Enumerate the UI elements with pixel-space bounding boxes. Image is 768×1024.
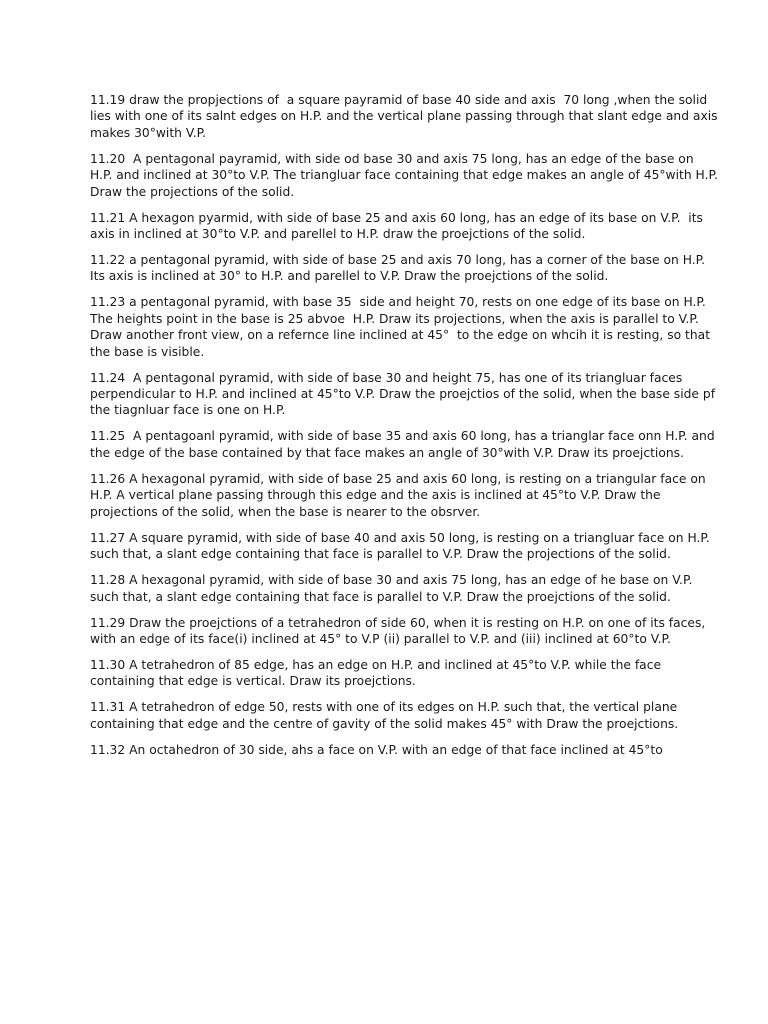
exercise-11-22: 11.22 a pentagonal pyramid, with side of base 25 and axis 70 long, has a corner of the base on H.P. Its axis is inclined at 30° to H.P. and parellel to V.P. Draw the proejctions of the solid.	[90, 253, 709, 284]
exercise-11-20: 11.20 A pentagonal payramid, with side od base 30 and axis 75 long, has an edge of the base on H.P. and inclined at 30°to V.P. The triangluar face containing that edge makes an angle of 45°with H.P. Draw the projections of the solid.	[90, 151, 722, 199]
exercise-11-21: 11.21 A hexagon pyarmid, with side of base 25 and axis 60 long, has an edge of its base on V.P. its axis in inclined at 30°to V.P. and parellel to H.P. draw the proejctions of the solid.	[90, 210, 707, 242]
exercise-11-19: 11.19 draw the propjections of a square payramid of base 40 side and axis 70 long ,when the solid lies with one of its salnt edges on H.P. and the vertical plane passing through that slant edge and axis makes 30°with V.P.	[90, 93, 722, 140]
exercise-11-27: 11.27 A square pyramid, with side of base 40 and axis 50 long, is resting on a triangluar face on H.P. such that, a slant edge containing that face is parallel to V.P. Draw the projections of the solid.	[90, 530, 714, 562]
exercise-11-24: 11.24 A pentagonal pyramid, with side of base 30 and height 75, has one of its triangluar faces perpendicular to H.P. and inclined at 45°to V.P. Draw the proejctios of the solid, when the base side pf the tiagnluar face is one on H.P.	[90, 370, 719, 418]
exercise-11-31: 11.31 A tetrahedron of edge 50, rests with one of its edges on H.P. such that, the vertical plane containing that edge and the centre of gavity of the solid makes 45° with Draw the proejctions.	[90, 700, 682, 731]
exercise-11-25: 11.25 A pentagoanl pyramid, with side of base 35 and axis 60 long, has a trianglar face onn H.P. and the edge of the base contained by that face makes an angle of 30°with V.P. Draw its proejctions.	[90, 429, 719, 460]
exercise-11-29: 11.29 Draw the proejctions of a tetrahedron of side 60, when it is resting on H.P. on one of its faces, with an edge of its face(i) inclined at 45° to V.P (ii) parallel to V.P. and (iii) inclined at 60°to V.P.	[90, 615, 710, 646]
exercise-11-26: 11.26 A hexagonal pyramid, with side of base 25 and axis 60 long, is resting on a triangular face on H.P. A vertical plane passing through this edge and the axis is inclined at 45°to V.P. Draw the projections of the solid, when the base is nearer to the obsrver.	[90, 471, 710, 519]
exercise-11-32: 11.32 An octahedron of 30 side, ahs a face on V.P. with an edge of that face inclined at 45°to	[90, 742, 663, 757]
exercise-11-23: 11.23 a pentagonal pyramid, with base 35 side and height 70, rests on one edge of its base on H.P. The heights point in the base is 25 abvoe H.P. Draw its projections, when the axis is parallel to V.P. Draw another front view, on a refernce line inclined at 45° to the edge on whcih it is resting, so that the base is visible.	[90, 295, 714, 359]
exercise-11-30: 11.30 A tetrahedron of 85 edge, has an edge on H.P. and inclined at 45°to V.P. while the face containing that edge is vertical. Draw its proejctions.	[90, 657, 665, 689]
exercise-11-28: 11.28 A hexagonal pyramid, with side of base 30 and axis 75 long, has an edge of he base on V.P. such that, a slant edge containing that face is parallel to V.P. Draw the proejctions of the solid.	[90, 573, 697, 604]
